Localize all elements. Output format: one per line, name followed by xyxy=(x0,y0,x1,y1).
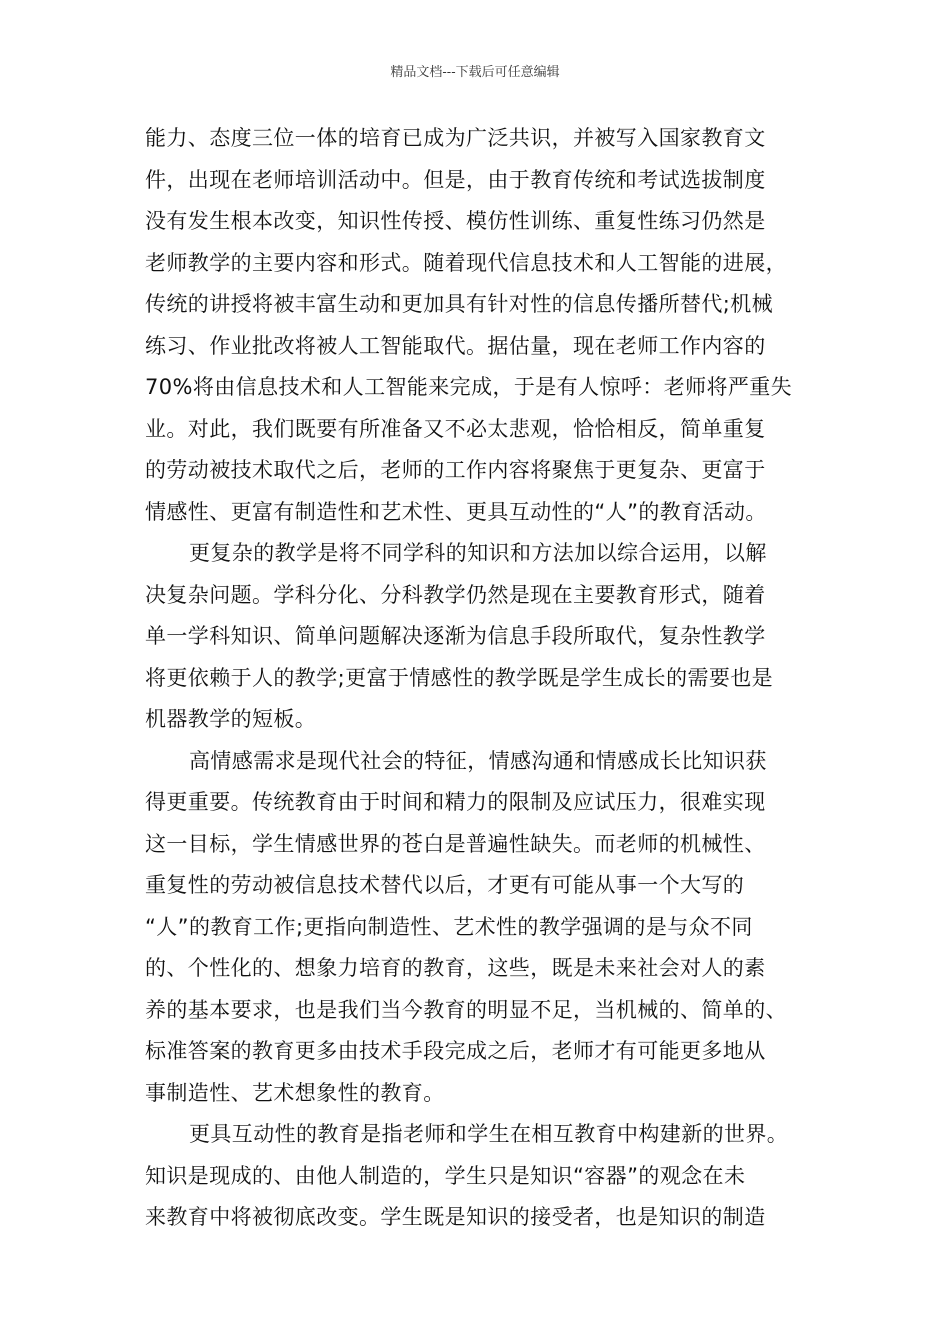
text-line: 的劳动被技术取代之后，老师的工作内容将聚焦于更复杂、更富于 xyxy=(145,458,766,482)
text-line: 业。对此，我们既要有所准备又不必太悲观，恰恰相反，简单重复 xyxy=(145,416,766,441)
text-line: 更具互动性的教育是指老师和学生在相互教育中构建新的世界。 xyxy=(189,1122,789,1146)
paragraph-1 xyxy=(145,118,805,533)
text-line: 70%将由信息技术和人工智能来完成，于是有人惊呼：老师将严重失 xyxy=(145,375,793,399)
text-line: 得更重要。传统教育由于时间和精力的限制及应试压力，很难实现 xyxy=(145,790,766,814)
document-body xyxy=(145,118,805,1239)
paragraph-2 xyxy=(145,533,805,741)
text-line: 重复性的劳动被信息技术替代以后，才更有可能从事一个大写的 xyxy=(145,873,745,897)
text-line: 机器教学的短板。 xyxy=(145,707,317,731)
text-line: 单一学科知识、简单问题解决逐渐为信息手段所取代，复杂性教学 xyxy=(145,624,766,648)
text-line: 事制造性、艺术想象性的教育。 xyxy=(145,1080,445,1105)
text-line: 更复杂的教学是将不同学科的知识和方法加以综合运用，以解 xyxy=(189,541,767,565)
text-line: 高情感需求是现代社会的特征，情感沟通和情感成长比知识获 xyxy=(189,748,767,773)
text-line: 老师教学的主要内容和形式。随着现代信息技术和人工智能的进展， xyxy=(145,250,787,275)
text-line: “人”的教育工作;更指向制造性、艺术性的教学强调的是与众不同 xyxy=(145,914,753,939)
text-line: 将更依赖于人的教学;更富于情感性的教学既是学生成长的需要也是 xyxy=(145,665,774,690)
page-header: 精品文档---下载后可任意编辑 xyxy=(390,65,560,80)
text-line: 养的基本要求，也是我们当今教育的明显不足，当机械的、简单的、 xyxy=(145,997,787,1022)
text-line: 件，出现在老师培训活动中。但是，由于教育传统和考试选拔制度 xyxy=(145,167,766,192)
text-line: 知识是现成的、由他人制造的，学生只是知识“容器”的观念在未 xyxy=(145,1163,746,1188)
text-line: 传统的讲授将被丰富生动和更加具有针对性的信息传播所替代;机械 xyxy=(145,292,774,316)
text-line: 情感性、更富有制造性和艺术性、更具互动性的“人”的教育活动。 xyxy=(145,499,767,524)
text-line: 标准答案的教育更多由技术手段完成之后，老师才有可能更多地从 xyxy=(145,1039,766,1063)
text-line: 没有发生根本改变，知识性传授、模仿性训练、重复性练习仍然是 xyxy=(145,209,766,233)
text-line: 练习、作业批改将被人工智能取代。据估量，现在老师工作内容的 xyxy=(145,333,766,358)
paragraph-3 xyxy=(145,741,805,1115)
text-line: 决复杂问题。学科分化、分科教学仍然是现在主要教育形式，随着 xyxy=(145,582,766,607)
text-line: 这一目标，学生情感世界的苍白是普遍性缺失。而老师的机械性、 xyxy=(145,831,766,856)
paragraph-4 xyxy=(145,1114,805,1239)
text-line: 来教育中将被彻底改变。学生既是知识的接受者，也是知识的制造 xyxy=(145,1205,766,1229)
text-line: 能力、态度三位一体的培育已成为广泛共识，并被写入国家教育文 xyxy=(145,126,766,150)
text-line: 的、个性化的、想象力培育的教育，这些，既是未来社会对人的素 xyxy=(145,956,766,980)
